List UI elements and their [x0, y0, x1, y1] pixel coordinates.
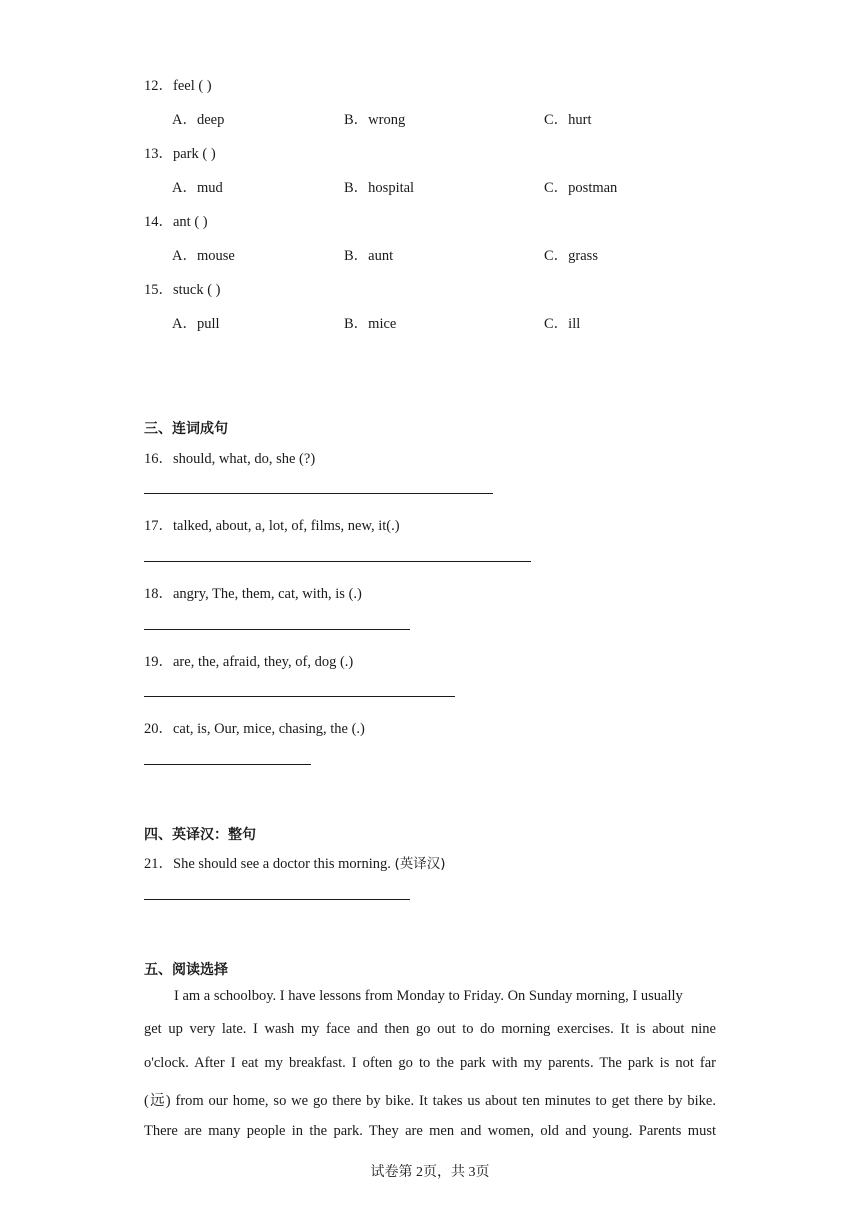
answer-line [144, 561, 531, 562]
section-3-title: 三、连词成句 [144, 421, 228, 437]
page-footer: 试卷第 2页，共 3页 [370, 1165, 490, 1180]
option-a: A．mouse [172, 248, 235, 264]
option-c: C．grass [544, 248, 598, 264]
option-b: B．aunt [344, 248, 394, 264]
question-16: 16．should, what, do, she (?) [144, 451, 316, 467]
answer-line [144, 493, 493, 494]
answer-line [144, 764, 311, 765]
option-a: A．pull [172, 316, 220, 332]
question-stem: 14．ant ( ) [144, 214, 208, 230]
question-18: 18．angry, The, them, cat, with, is (.) [144, 586, 362, 602]
question-stem: 13．park ( ) [144, 146, 216, 162]
question-21 [144, 852, 446, 873]
option-c: C．ill [544, 316, 581, 332]
answer-line [144, 629, 410, 630]
option-b: B．hospital [344, 180, 415, 196]
question-20: 20．cat, is, Our, mice, chasing, the (.) [144, 721, 365, 737]
passage-line: get up very late. I wash my face and then go out to do morning exercises. It is about nine [144, 1021, 716, 1037]
answer-line [144, 696, 455, 697]
section-5-title: 五、阅读选择 [144, 962, 228, 978]
passage-line: (远) from our home, so we go there by bike. It takes us about ten minutes to get there by bike. [144, 1093, 716, 1109]
question-stem: 15．stuck ( ) [144, 282, 221, 298]
passage-line: I am a schoolboy. I have lessons from Monday to Friday. On Sunday morning, I usually [174, 988, 683, 1004]
question-17: 17．talked, about, a, lot, of, films, new, it(.) [144, 518, 400, 534]
question-21-text: 21．She should see a doctor this morning. [144, 856, 395, 872]
option-a: A．deep [172, 112, 225, 128]
question-21-tag: (英译汉) [394, 856, 446, 872]
passage-line: o'clock. After I eat my breakfast. I often go to the park with my parents. The park is not far [144, 1055, 716, 1071]
option-b: B．wrong [344, 112, 406, 128]
section-4-title: 四、英译汉：整句 [144, 827, 256, 843]
question-stem: 12．feel ( ) [144, 78, 212, 94]
option-c: C．postman [544, 180, 618, 196]
option-a: A．mud [172, 180, 223, 196]
answer-line [144, 899, 410, 900]
option-b: B．mice [344, 316, 397, 332]
option-c: C．hurt [544, 112, 592, 128]
question-19: 19．are, the, afraid, they, of, dog (.) [144, 654, 354, 670]
passage-line: There are many people in the park. They are men and women, old and young. Parents must [144, 1123, 716, 1139]
